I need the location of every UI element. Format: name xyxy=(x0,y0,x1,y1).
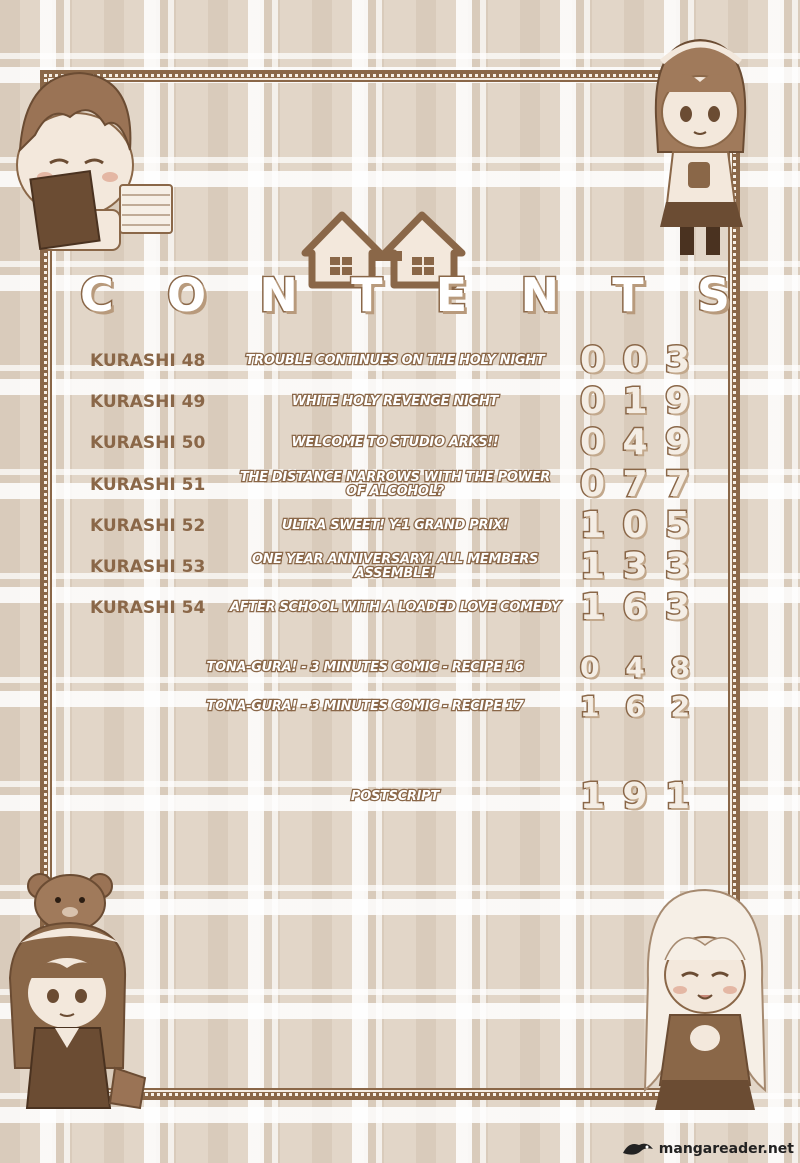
chapter-title: ULTRA SWEET! Y-1 GRAND PRIX! xyxy=(281,518,509,533)
chapter-label: KURASHI 50 xyxy=(90,433,206,453)
page-number: 0 7 7 xyxy=(580,464,690,505)
chapter-label: KURASHI 53 xyxy=(90,557,206,577)
contents-heading xyxy=(60,268,750,322)
chapter-title: AFTER SCHOOL WITH A LOADED LOVE COMEDY xyxy=(230,600,560,615)
blonde-girl-illustration xyxy=(640,880,770,1130)
page-number: 0 0 3 xyxy=(580,340,690,381)
toc-entry-kurashi-49 xyxy=(90,382,690,422)
toc-entry-kurashi-50 xyxy=(90,423,690,463)
boy-reading-illustration xyxy=(10,55,180,255)
chapter-title: WELCOME TO STUDIO ARKS!! xyxy=(291,435,499,450)
chapter-title: WHITE HOLY REVENGE NIGHT xyxy=(291,394,499,409)
girl-headband-illustration xyxy=(648,22,753,262)
extra-title: TONA-GURA! - 3 MINUTES COMIC - RECIPE 16 xyxy=(206,660,524,675)
heading-letter: N xyxy=(259,268,298,322)
toc-entry-kurashi-51 xyxy=(90,465,690,505)
heading-letter: E xyxy=(435,268,468,322)
page-number: 0 1 9 xyxy=(580,381,690,422)
dragon-logo-icon xyxy=(621,1139,655,1159)
chapter-label: KURASHI 54 xyxy=(90,598,206,618)
heading-letter: S xyxy=(696,268,730,322)
heading-letter: N xyxy=(520,268,559,322)
page-number: 0 4 9 xyxy=(580,422,690,463)
extra-title: TONA-GURA! - 3 MINUTES COMIC - RECIPE 17 xyxy=(206,699,524,714)
toc-entry-recipe-17 xyxy=(90,687,690,727)
toc-entry-recipe-16 xyxy=(90,648,690,688)
chapter-label: KURASHI 48 xyxy=(90,351,206,371)
toc-entry-kurashi-53 xyxy=(90,547,690,587)
girl-with-teddy-illustration xyxy=(5,868,165,1128)
page-number: 1 0 5 xyxy=(580,505,690,546)
heading-letter: T xyxy=(612,268,644,322)
chapter-label: KURASHI 51 xyxy=(90,475,206,495)
toc-entry-kurashi-48 xyxy=(90,341,690,381)
page-number: 1 6 3 xyxy=(580,587,690,628)
heading-letter: C xyxy=(80,268,114,322)
heading-letter: O xyxy=(167,268,207,322)
chapter-title: THE DISTANCE NARROWS WITH THE POWER OF ALCOHOL? xyxy=(239,470,551,499)
watermark-text: mangareader.net xyxy=(658,1141,794,1157)
toc-entry-kurashi-54 xyxy=(90,588,690,628)
toc-entry-postscript xyxy=(90,777,690,817)
page-number: 1 3 3 xyxy=(580,546,690,587)
chapter-label: KURASHI 52 xyxy=(90,516,206,536)
chapter-label: KURASHI 49 xyxy=(90,392,206,412)
toc-entry-kurashi-52 xyxy=(90,506,690,546)
chapter-title: ONE YEAR ANNIVERSARY! ALL MEMBERS ASSEMBLE! xyxy=(251,552,539,581)
postscript-title: POSTSCRIPT xyxy=(351,789,439,804)
chapter-title: TROUBLE CONTINUES ON THE HOLY NIGHT xyxy=(245,353,545,368)
heading-letter: T xyxy=(351,268,383,322)
page-number: 0 4 8 xyxy=(580,651,690,684)
page-number: 1 6 2 xyxy=(580,690,690,723)
page-number: 1 9 1 xyxy=(580,776,690,817)
watermark xyxy=(621,1139,794,1159)
